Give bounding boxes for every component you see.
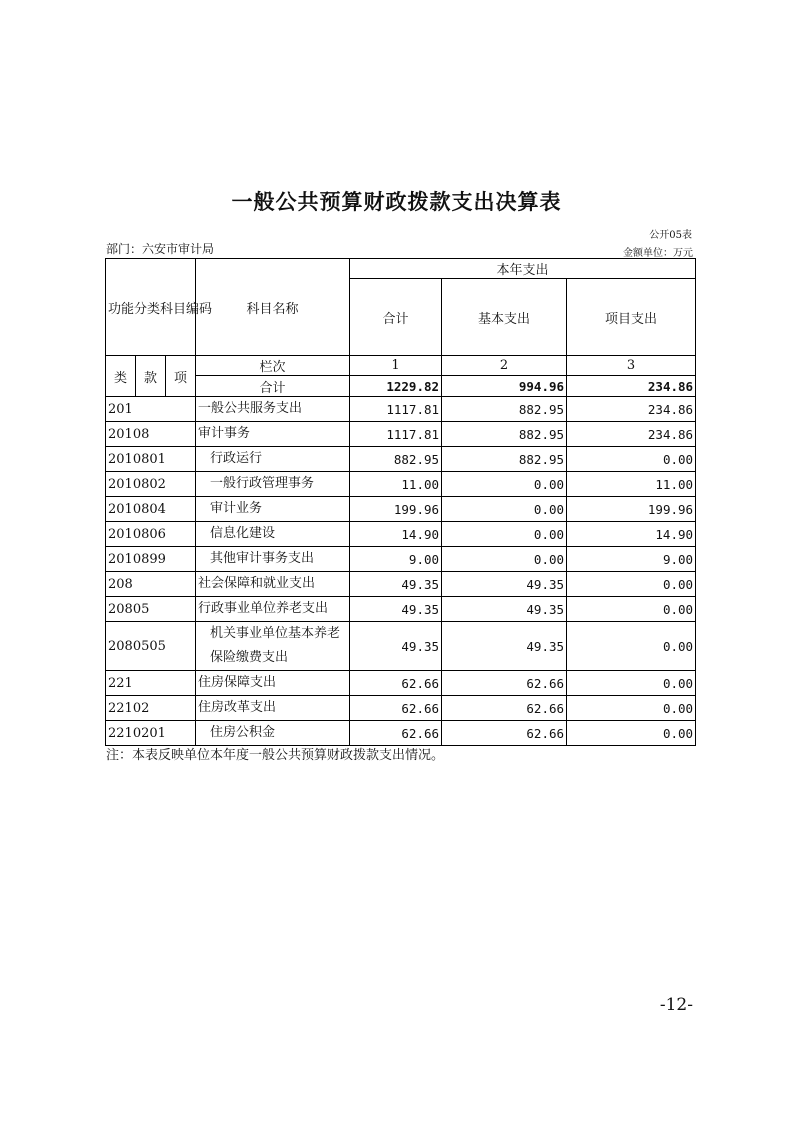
col-index-1: 1: [350, 356, 442, 376]
project-cell: 11.00: [567, 472, 696, 497]
table-row: [106, 721, 696, 746]
project-cell: 234.86: [567, 397, 696, 422]
name-cell: 审计业务: [196, 497, 350, 522]
basic-cell: 882.95: [442, 422, 567, 447]
table-row: [106, 547, 696, 572]
column-seq-row: [106, 356, 696, 376]
code-cell: 20805: [106, 597, 196, 622]
current-year-header: 本年支出: [350, 259, 696, 279]
code-cell: 2010804: [106, 497, 196, 522]
unit-label: 金额单位：万元: [623, 248, 693, 259]
form-number: 公开05表: [649, 230, 692, 241]
project-cell: 234.86: [567, 422, 696, 447]
name-cell: 住房保障支出: [196, 671, 350, 696]
table-row: [106, 497, 696, 522]
name-cell: 行政事业单位养老支出: [196, 597, 350, 622]
name-cell: 住房改革支出: [196, 696, 350, 721]
basic-cell: 882.95: [442, 447, 567, 472]
total-cell: 49.35: [350, 597, 442, 622]
func-code-header: 功能分类科目编码: [106, 259, 196, 356]
page-number: -12-: [659, 995, 693, 1015]
col-index-2: 2: [442, 356, 567, 376]
project-cell: 0.00: [567, 597, 696, 622]
project-header: 项目支出: [567, 279, 696, 356]
project-cell: 0.00: [567, 447, 696, 472]
total-header: 合计: [350, 279, 442, 356]
code-cell: 201: [106, 397, 196, 422]
table-row: [106, 472, 696, 497]
code-cell: 2010899: [106, 547, 196, 572]
project-cell: 199.96: [567, 497, 696, 522]
col-index-3: 3: [567, 356, 696, 376]
basic-cell: 62.66: [442, 671, 567, 696]
table-row: [106, 572, 696, 597]
basic-cell: 0.00: [442, 547, 567, 572]
project-cell: 14.90: [567, 522, 696, 547]
name-cell: 其他审计事务支出: [196, 547, 350, 572]
code-cell: 20108: [106, 422, 196, 447]
name-cell: 行政运行: [196, 447, 350, 472]
basic-cell: 0.00: [442, 472, 567, 497]
table-row: [106, 422, 696, 447]
subject-name-header: 科目名称: [196, 259, 350, 356]
project-cell: 0.00: [567, 696, 696, 721]
name-cell: 审计事务: [196, 422, 350, 447]
basic-cell: 882.95: [442, 397, 567, 422]
page-title: 一般公共预算财政拨款支出决算表: [231, 190, 562, 214]
basic-cell: 62.66: [442, 696, 567, 721]
table-row: [106, 447, 696, 472]
table-row: [106, 397, 696, 422]
grand-total-project: 234.86: [567, 376, 696, 397]
basic-cell: 0.00: [442, 522, 567, 547]
project-cell: 0.00: [567, 572, 696, 597]
table-row: [106, 696, 696, 721]
code-cell: 2010802: [106, 472, 196, 497]
total-cell: 1117.81: [350, 397, 442, 422]
table-row: [106, 622, 696, 671]
project-cell: 0.00: [567, 671, 696, 696]
column-seq-label: 栏次: [196, 356, 350, 376]
total-cell: 1117.81: [350, 422, 442, 447]
name-cell: 住房公积金: [196, 721, 350, 746]
kuan-header: 款: [136, 356, 166, 397]
code-cell: 221: [106, 671, 196, 696]
total-cell: 49.35: [350, 572, 442, 597]
xiang-header: 项: [166, 356, 196, 397]
basic-cell: 0.00: [442, 497, 567, 522]
lei-header: 类: [106, 356, 136, 397]
grand-total-total: 1229.82: [350, 376, 442, 397]
name-cell: 信息化建设: [196, 522, 350, 547]
total-cell: 62.66: [350, 696, 442, 721]
table-row: [106, 597, 696, 622]
basic-cell: 62.66: [442, 721, 567, 746]
name-cell: 一般公共服务支出: [196, 397, 350, 422]
total-cell: 14.90: [350, 522, 442, 547]
basic-header: 基本支出: [442, 279, 567, 356]
total-cell: 62.66: [350, 721, 442, 746]
name-cell: 一般行政管理事务: [196, 472, 350, 497]
grand-total-basic: 994.96: [442, 376, 567, 397]
expenditure-table: [105, 258, 696, 746]
basic-cell: 49.35: [442, 622, 567, 671]
table-row: [106, 671, 696, 696]
basic-cell: 49.35: [442, 572, 567, 597]
total-cell: 49.35: [350, 622, 442, 671]
total-cell: 11.00: [350, 472, 442, 497]
table-note: 注：本表反映单位本年度一般公共预算财政拨款支出情况。: [106, 748, 445, 763]
total-cell: 199.96: [350, 497, 442, 522]
code-cell: 2010806: [106, 522, 196, 547]
header-row: [106, 259, 696, 279]
total-cell: 9.00: [350, 547, 442, 572]
project-cell: 9.00: [567, 547, 696, 572]
name-cell: 机关事业单位基本养老保险缴费支出: [196, 622, 350, 671]
code-cell: 22102: [106, 696, 196, 721]
code-cell: 2010801: [106, 447, 196, 472]
grand-total-label: 合计: [196, 376, 350, 397]
name-cell: 社会保障和就业支出: [196, 572, 350, 597]
code-cell: 208: [106, 572, 196, 597]
department-label: 部门：六安市审计局: [106, 242, 215, 256]
code-cell: 2080505: [106, 622, 196, 671]
total-cell: 62.66: [350, 671, 442, 696]
table-row: [106, 522, 696, 547]
total-cell: 882.95: [350, 447, 442, 472]
project-cell: 0.00: [567, 622, 696, 671]
project-cell: 0.00: [567, 721, 696, 746]
code-cell: 2210201: [106, 721, 196, 746]
basic-cell: 49.35: [442, 597, 567, 622]
